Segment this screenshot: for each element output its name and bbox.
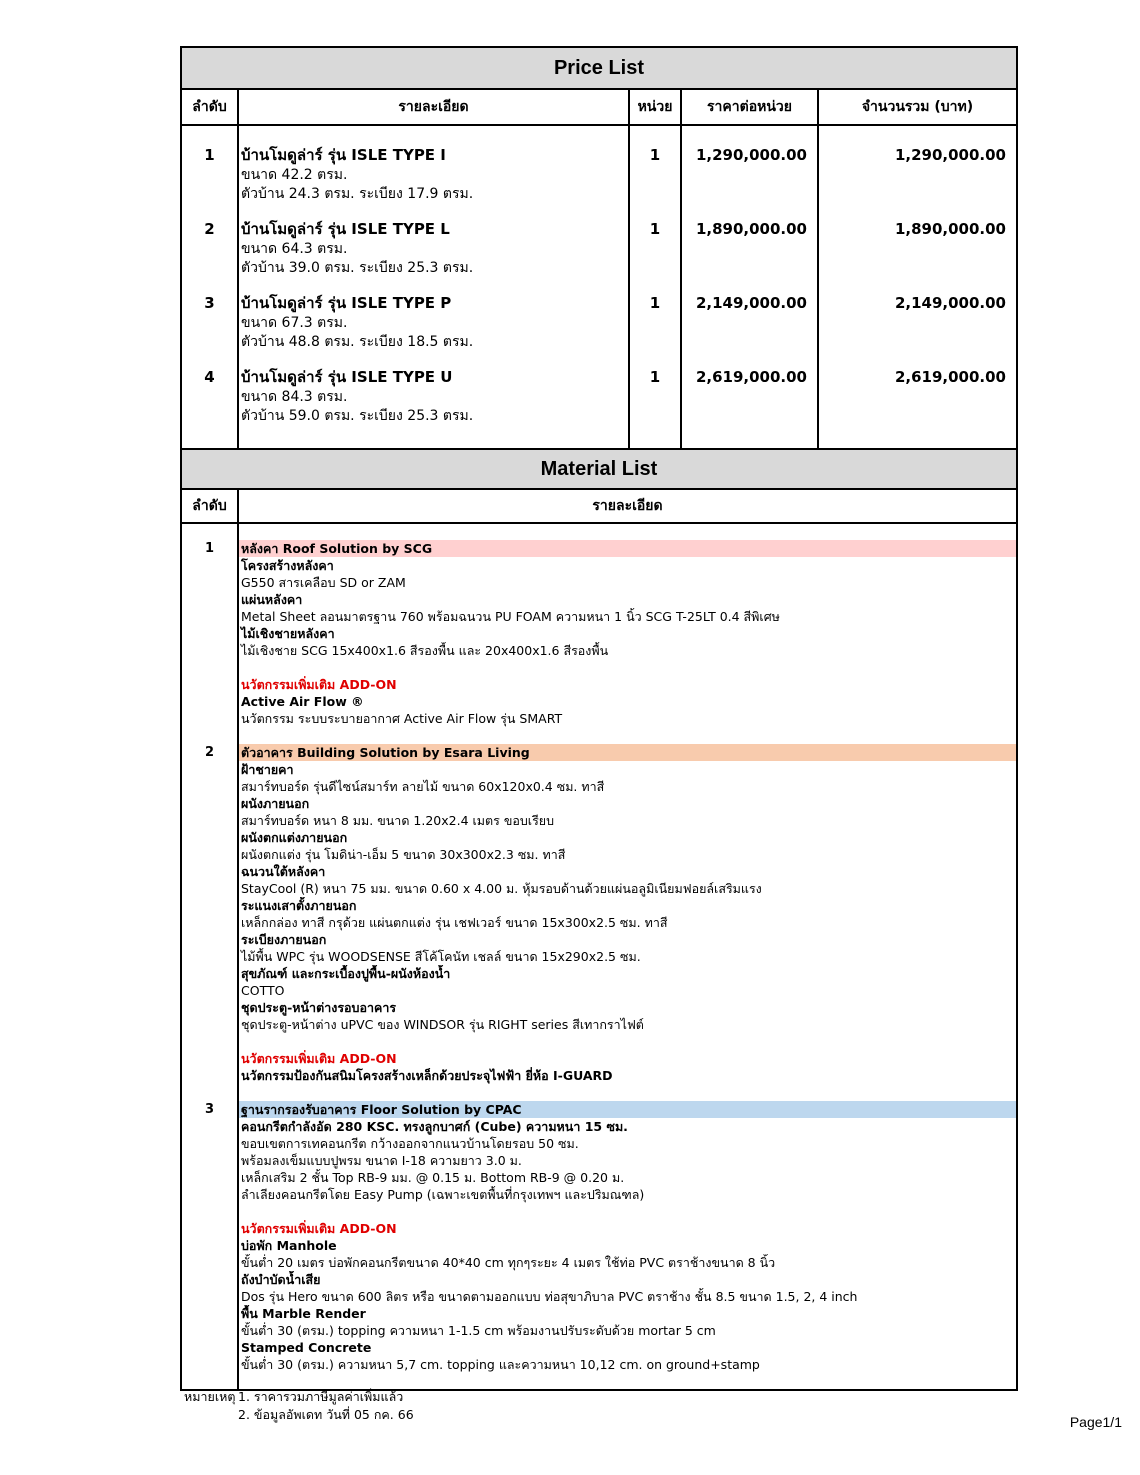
item-unit: 1 <box>649 294 661 312</box>
header-total: จำนวนรวม (บาท) <box>818 90 1016 125</box>
material-detail: ไม้เชิงชาย SCG 15x400x1.6 สีรองพื้น และ 20x400x1.6 สีรองพื้น <box>241 643 609 658</box>
item-unit: 1 <box>649 220 661 238</box>
material-subheading: ฝ้าชายคา <box>241 762 294 777</box>
spacer <box>239 1084 1016 1101</box>
spacer <box>239 1203 1016 1220</box>
material-detail: ไม้พื้น WPC รุ่น WOODSENSE สีโค้โคนัท เชลล์ ขนาด 15x290x2.5 ซม. <box>241 949 641 964</box>
material-detail: G550 สารเคลือบ SD or ZAM <box>241 575 406 590</box>
total-column <box>818 125 1016 448</box>
item-seq: 1 <box>204 146 215 164</box>
material-detail: สมาร์ทบอร์ด รุ่นดีไซน์สมาร์ท ลายไม้ ขนาด 60x120x0.4 ซม. ทาสี <box>241 779 605 794</box>
notes <box>184 1388 414 1424</box>
price-items-row <box>182 125 1016 448</box>
material-detail: เหล็กกล่อง ทาสี กรุด้วย แผ่นตกแต่ง รุ่น เชฟเวอร์ ขนาด 15x300x2.5 ซม. ทาสี <box>241 915 668 930</box>
seq-column <box>182 125 238 448</box>
item-detail: ตัวบ้าน 48.8 ตรม. ระเบียง 18.5 ตรม. <box>241 334 474 350</box>
item-description <box>241 368 628 442</box>
item-description <box>241 294 628 368</box>
material-detail: เหล็กเสริม 2 ชั้น Top RB-9 มม. @ 0.15 ม. Bottom RB-9 @ 0.20 ม. <box>241 1170 625 1185</box>
material-detail: ขั้นต่ำ 20 เมตร บ่อพักคอนกรีตขนาด 40*40 cm ทุกๆระยะ 4 เมตร ใช้ท่อ PVC ตราช้างขนาด 8 นิ้ว <box>241 1255 776 1270</box>
material-detail: ลำเลียงคอนกรีตโดย Easy Pump (เฉพาะเขตพื้นที่กรุงเทพฯ และปริมณฑล) <box>241 1187 645 1202</box>
material-subheading: นวัตกรรมป้องกันสนิมโครงสร้างเหล็กด้วยประจุไฟฟ้า ยี่ห้อ I-GUARD <box>241 1068 613 1083</box>
material-subheading: Active Air Flow ® <box>241 694 364 709</box>
item-seq: 4 <box>204 368 215 386</box>
material-section-heading: หลังคา Roof Solution by SCG <box>239 540 1016 557</box>
material-subheading: แผ่นหลังคา <box>241 592 303 607</box>
item-unit-price: 2,619,000.00 <box>695 368 807 386</box>
item-detail: ตัวบ้าน 39.0 ตรม. ระเบียง 25.3 ตรม. <box>241 260 474 276</box>
note-item: 1. ราคารวมภาษีมูลค่าเพิ่มแล้ว <box>238 1389 404 1404</box>
material-seq: 2 <box>204 745 215 760</box>
item-unit: 1 <box>649 146 661 164</box>
material-subheading: โครงสร้างหลังคา <box>241 558 334 573</box>
material-subheading: ผนังภายนอก <box>241 796 310 811</box>
material-subheading: คอนกรีตกำลังอัด 280 KSC. ทรงลูกบาศก์ (Cube) ความหนา 15 ซม. <box>241 1119 628 1134</box>
material-list-title: Material List <box>182 448 1016 490</box>
item-name: บ้านโมดูล่าร์ รุ่น ISLE TYPE I <box>241 146 446 164</box>
item-name: บ้านโมดูล่าร์ รุ่น ISLE TYPE L <box>241 220 450 238</box>
material-subheading: ถังบำบัดน้ำเสีย <box>241 1272 321 1287</box>
spacer <box>239 1033 1016 1050</box>
material-description-column <box>238 523 1016 1389</box>
material-detail: นวัตกรรม ระบบระบายอากาศ Active Air Flow รุ่น SMART <box>241 711 563 726</box>
material-detail: ขั้นต่ำ 30 (ตรม.) ความหนา 5,7 cm. topping และความหนา 10,12 cm. on ground+stamp <box>241 1357 760 1372</box>
note-item: 2. ข้อมูลอัพเดท วันที่ 05 กค. 66 <box>238 1407 414 1422</box>
unit-column <box>629 125 681 448</box>
material-seq: 3 <box>204 1102 215 1117</box>
material-section-heading: ตัวอาคาร Building Solution by Esara Living <box>239 744 1016 761</box>
material-section-heading: ฐานรากรองรับอาคาร Floor Solution by CPAC <box>239 1101 1016 1118</box>
addon-label: นวัตกรรมเพิ่มเติม ADD-ON <box>241 1051 397 1066</box>
item-size: ขนาด 42.2 ตรม. <box>241 166 348 183</box>
material-seq: 1 <box>204 541 215 556</box>
material-detail: ผนังตกแต่ง รุ่น โมดิน่า-เอ็ม 5 ขนาด 30x300x2.3 ซม. ทาสี <box>241 847 566 862</box>
material-subheading: สุขภัณฑ์ และกระเบื้องปูพื้น-ผนังห้องน้ำ <box>241 966 451 981</box>
material-detail: StayCool (R) หนา 75 มม. ขนาด 0.60 x 4.00 ม. หุ้มรอบด้านด้วยแผ่นอลูมิเนียมฟอยล์เสริมแรง <box>241 881 762 896</box>
material-header-row <box>182 490 1016 523</box>
material-seq-column <box>182 523 238 1389</box>
spacer <box>239 727 1016 744</box>
material-detail: ขั้นต่ำ 30 (ตรม.) topping ความหนา 1-1.5 cm พร้อมงานปรับระดับด้วย mortar 5 cm <box>241 1323 716 1338</box>
item-unit: 1 <box>649 368 661 386</box>
material-detail: พร้อมลงเข็มแบบปูพรม ขนาด I-18 ความยาว 3.0 ม. <box>241 1153 522 1168</box>
header-seq: ลำดับ <box>182 90 238 125</box>
material-detail: Dos รุ่น Hero ขนาด 600 ลิตร หรือ ขนาดตามออกแบบ ท่อสุขาภิบาล PVC ตราช้าง ชั้น 8.5 ขนาด 1.5, 2, 4 inch <box>241 1289 858 1304</box>
item-total: 2,149,000.00 <box>894 294 1006 312</box>
header-unit: หน่วย <box>629 90 681 125</box>
material-subheading: ชุดประตู-หน้าต่างรอบอาคาร <box>241 1000 397 1015</box>
material-detail: COTTO <box>241 983 285 998</box>
addon-label: นวัตกรรมเพิ่มเติม ADD-ON <box>241 677 397 692</box>
material-list-table <box>182 490 1016 1389</box>
material-subheading: Stamped Concrete <box>241 1340 372 1355</box>
material-detail: Metal Sheet ลอนมาตรฐาน 760 พร้อมฉนวน PU FOAM ความหนา 1 นิ้ว SCG T-25LT 0.4 สีพิเศษ <box>241 609 780 624</box>
spacer <box>239 659 1016 676</box>
unit-price-column <box>681 125 818 448</box>
item-seq: 3 <box>204 294 215 312</box>
page-number: Page1/1 <box>1069 1414 1122 1430</box>
item-description <box>241 146 628 220</box>
material-subheading: ผนังตกแต่งภายนอก <box>241 830 348 845</box>
material-header-description: รายละเอียด <box>238 490 1016 523</box>
material-subheading: ฉนวนใต้หลังคา <box>241 864 326 879</box>
price-list-table <box>182 90 1016 448</box>
item-total: 2,619,000.00 <box>894 368 1006 386</box>
item-size: ขนาด 84.3 ตรม. <box>241 388 348 405</box>
item-unit-price: 2,149,000.00 <box>695 294 807 312</box>
header-description: รายละเอียด <box>238 90 629 125</box>
material-header-seq: ลำดับ <box>182 490 238 523</box>
price-header-row <box>182 90 1016 125</box>
material-subheading: พื้น Marble Render <box>241 1306 366 1321</box>
item-detail: ตัวบ้าน 24.3 ตรม. ระเบียง 17.9 ตรม. <box>241 186 474 202</box>
item-total: 1,890,000.00 <box>894 220 1006 238</box>
price-list-title: Price List <box>182 48 1016 90</box>
material-subheading: ระเบียงภายนอก <box>241 932 327 947</box>
material-subheading: บ่อพัก Manhole <box>241 1238 337 1253</box>
item-size: ขนาด 67.3 ตรม. <box>241 314 348 331</box>
item-name: บ้านโมดูล่าร์ รุ่น ISLE TYPE U <box>241 368 453 386</box>
material-detail: ชุดประตู-หน้าต่าง uPVC ของ WINDSOR รุ่น RIGHT series สีเทากราไฟต์ <box>241 1017 644 1032</box>
item-seq: 2 <box>204 220 215 238</box>
material-subheading: ระแนงเสาตั้งภายนอก <box>241 898 357 913</box>
item-name: บ้านโมดูล่าร์ รุ่น ISLE TYPE P <box>241 294 452 312</box>
item-total: 1,290,000.00 <box>894 146 1006 164</box>
notes-label: หมายเหตุ <box>184 1389 236 1404</box>
item-unit-price: 1,890,000.00 <box>695 220 807 238</box>
material-subheading: ไม้เชิงชายหลังคา <box>241 626 335 641</box>
item-detail: ตัวบ้าน 59.0 ตรม. ระเบียง 25.3 ตรม. <box>241 408 474 424</box>
material-detail: สมาร์ทบอร์ด หนา 8 มม. ขนาด 1.20x2.4 เมตร ขอบเรียบ <box>241 813 555 828</box>
material-detail: ขอบเขตการเทคอนกรีต กว้างออกจากแนวบ้านโดยรอบ 50 ซม. <box>241 1136 579 1151</box>
addon-label: นวัตกรรมเพิ่มเติม ADD-ON <box>241 1221 397 1236</box>
header-unit-price: ราคาต่อหน่วย <box>681 90 818 125</box>
item-description <box>241 220 628 294</box>
item-unit-price: 1,290,000.00 <box>695 146 807 164</box>
item-size: ขนาด 64.3 ตรม. <box>241 240 348 257</box>
description-column <box>238 125 629 448</box>
document-sheet <box>180 46 1018 1391</box>
